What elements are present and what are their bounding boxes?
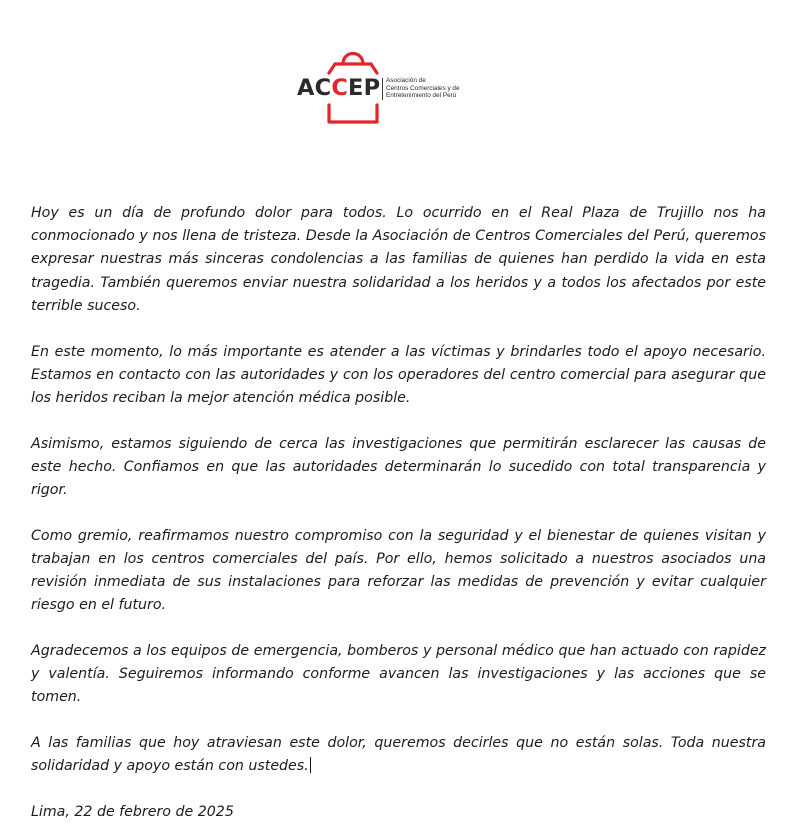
paragraph: Hoy es un día de profundo dolor para todos. Lo ocurrido en el Real Plaza de Trujillo nos ha conmocionado y nos llena de tristeza. Desde la Asociación de Centros Comerciales del Perú, queremos expresar nuestras más sinceras condolencias a las familias de quienes han perdido la vida en esta tragedia. También queremos enviar nuestra solidaridad a los heridos y a todos los afectados por este terrible suceso.	[31, 205, 766, 314]
logo-word-suffix: EP	[348, 75, 381, 101]
logo-word-prefix: AC	[297, 75, 332, 101]
logo-subtitle-line: Entretenimiento del Perú	[386, 92, 457, 100]
logo-subtitle-line: Asociación de	[386, 77, 426, 84]
paragraph: En este momento, lo más importante es atender a las víctimas y brindarles todo el apoyo necesario. Estamos en contacto con las autoridades y con los operadores del centro comercial para asegurar que los heridos reciban la mejor atención médica posible.	[31, 343, 766, 406]
text-cursor	[310, 757, 311, 773]
statement-body	[31, 202, 766, 824]
paragraph: Agradecemos a los equipos de emergencia, bomberos y personal médico que han actuado con rapidez y valentía. Seguiremos informando conforme avancen las investigaciones y las acciones que se tomen.	[31, 643, 766, 706]
logo-divider	[382, 78, 383, 100]
logo-subtitle	[386, 77, 460, 100]
accep-logo	[296, 42, 496, 138]
logo-word-red-letter: C	[331, 75, 349, 101]
logo-subtitle-line: Centros Comerciales y de	[386, 84, 460, 92]
paragraph-with-caret	[31, 732, 766, 778]
paragraph: Asimismo, estamos siguiendo de cerca las investigaciones que permitirán esclarecer las causas de este hecho. Confiamos en que las autoridades determinarán lo sucedido con total transparencia y rigor.	[31, 435, 766, 499]
logo-wordmark	[297, 75, 380, 101]
date-line: Lima, 22 de febrero de 2025	[31, 804, 234, 821]
paragraph: A las familias que hoy atraviesan este dolor, queremos decirles que no están solas. Toda nuestra solidaridad y apoyo están con ustedes.	[31, 735, 766, 775]
paragraph: Como gremio, reafirmamos nuestro compromiso con la seguridad y el bienestar de quienes visitan y trabajan en los centros comerciales del país. Por ello, hemos solicitado a nuestros asociados una revisión inmediata de sus instalaciones para reforzar las medidas de prevención y evitar cualquier riesgo en el futuro.	[31, 527, 766, 614]
